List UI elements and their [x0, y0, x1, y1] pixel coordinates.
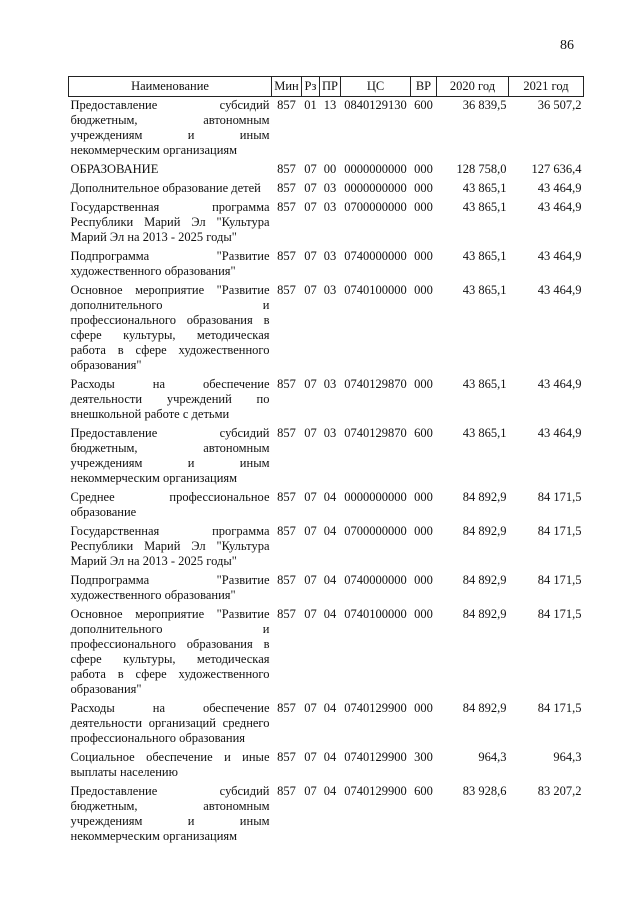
cell-min: 857	[277, 750, 296, 764]
cell-pr: 00	[323, 162, 337, 176]
table-row	[69, 282, 584, 376]
cell-cs: 0000000000	[344, 162, 407, 176]
cell-min: 857	[277, 784, 296, 798]
table-row	[69, 248, 584, 282]
cell-name: Подпрограмма "Развитие художественного образования"	[70, 573, 270, 602]
table-row	[69, 161, 584, 180]
column-header-2021: 2021 год	[509, 77, 584, 97]
cell-pr: 03	[323, 283, 337, 297]
cell-name: Основное мероприятие "Развитие дополнительного и профессионального образования в сфере культуры, методическая работа в сфере художественного образования"	[70, 607, 270, 696]
cell-name: Государственная программа Республики Марий Эл "Культура Марий Эл на 2013 - 2025 годы"	[70, 200, 270, 244]
cell-2021: 43 464,9	[537, 181, 582, 195]
cell-vr: 000	[414, 249, 433, 263]
cell-rz: 07	[304, 426, 317, 440]
cell-pr: 03	[323, 200, 337, 214]
cell-pr: 13	[323, 98, 337, 112]
cell-rz: 07	[304, 524, 317, 538]
cell-vr: 000	[414, 701, 433, 715]
cell-min: 857	[277, 98, 296, 112]
cell-cs: 0840129130	[344, 98, 407, 112]
cell-pr: 03	[323, 249, 337, 263]
cell-2021: 43 464,9	[537, 249, 582, 263]
cell-rz: 07	[304, 607, 317, 621]
cell-cs: 0740100000	[344, 283, 407, 297]
column-header-rz: Рз	[302, 77, 320, 97]
cell-2021: 43 464,9	[537, 377, 582, 391]
cell-2020: 43 865,1	[462, 283, 507, 297]
cell-min: 857	[277, 181, 296, 195]
cell-name: Предоставление субсидий бюджетным, автономным учреждениям и иным некоммерческим организациям	[70, 98, 270, 157]
cell-vr: 000	[414, 200, 433, 214]
cell-pr: 03	[323, 181, 337, 195]
table-row	[69, 425, 584, 489]
table-row	[69, 489, 584, 523]
cell-cs: 0700000000	[344, 524, 407, 538]
cell-2020: 36 839,5	[462, 98, 507, 112]
cell-name: Расходы на обеспечение деятельности организаций среднего профессионального образования	[70, 701, 270, 745]
cell-rz: 07	[304, 283, 317, 297]
cell-2021: 84 171,5	[537, 524, 582, 538]
cell-2021: 43 464,9	[537, 283, 582, 297]
table-row	[69, 783, 584, 847]
cell-2021: 84 171,5	[537, 573, 582, 587]
cell-2021: 43 464,9	[537, 426, 582, 440]
cell-min: 857	[277, 701, 296, 715]
cell-cs: 0000000000	[344, 181, 407, 195]
cell-2020: 84 892,9	[462, 573, 507, 587]
cell-cs: 0740100000	[344, 607, 407, 621]
cell-name: Предоставление субсидий бюджетным, автономным учреждениям и иным некоммерческим организациям	[70, 784, 270, 843]
cell-rz: 07	[304, 249, 317, 263]
cell-vr: 000	[414, 573, 433, 587]
cell-2021: 964,3	[553, 750, 582, 764]
cell-name: ОБРАЗОВАНИЕ	[70, 162, 159, 176]
column-header-name: Наименование	[69, 77, 272, 97]
cell-rz: 07	[304, 784, 317, 798]
cell-min: 857	[277, 283, 296, 297]
cell-vr: 600	[414, 784, 433, 798]
table-row	[69, 572, 584, 606]
cell-min: 857	[277, 490, 296, 504]
cell-2021: 83 207,2	[537, 784, 582, 798]
cell-vr: 000	[414, 524, 433, 538]
cell-vr: 600	[414, 98, 433, 112]
cell-cs: 0740129900	[344, 784, 407, 798]
cell-vr: 000	[414, 181, 433, 195]
cell-min: 857	[277, 200, 296, 214]
table-row	[69, 180, 584, 199]
cell-vr: 000	[414, 283, 433, 297]
cell-cs: 0740129870	[344, 377, 407, 391]
cell-rz: 07	[304, 162, 317, 176]
cell-2020: 84 892,9	[462, 607, 507, 621]
table-row	[69, 606, 584, 700]
cell-2021: 43 464,9	[537, 200, 582, 214]
cell-name: Среднее профессиональное образование	[70, 490, 270, 519]
cell-name: Основное мероприятие "Развитие дополнительного и профессионального образования в сфере культуры, методическая работа в сфере художественного образования"	[70, 283, 270, 372]
cell-rz: 07	[304, 490, 317, 504]
cell-rz: 07	[304, 573, 317, 587]
cell-name: Социальное обеспечение и иные выплаты населению	[70, 750, 270, 779]
table-row	[69, 97, 584, 162]
cell-pr: 03	[323, 377, 337, 391]
cell-cs: 0740129900	[344, 701, 407, 715]
cell-name: Подпрограмма "Развитие художественного образования"	[70, 249, 270, 278]
column-header-vr: ВР	[411, 77, 437, 97]
cell-cs: 0740000000	[344, 249, 407, 263]
cell-2020: 43 865,1	[462, 181, 507, 195]
table-row	[69, 523, 584, 572]
cell-2020: 84 892,9	[462, 701, 507, 715]
cell-name: Государственная программа Республики Марий Эл "Культура Марий Эл на 2013 - 2025 годы"	[70, 524, 270, 568]
cell-pr: 04	[323, 524, 337, 538]
table-header-row	[69, 77, 584, 97]
cell-rz: 01	[304, 98, 317, 112]
cell-min: 857	[277, 249, 296, 263]
column-header-pr: ПР	[320, 77, 341, 97]
cell-pr: 03	[323, 426, 337, 440]
cell-min: 857	[277, 162, 296, 176]
cell-min: 857	[277, 524, 296, 538]
cell-pr: 04	[323, 701, 337, 715]
table-row	[69, 199, 584, 248]
cell-rz: 07	[304, 750, 317, 764]
cell-vr: 000	[414, 607, 433, 621]
cell-2020: 43 865,1	[462, 377, 507, 391]
cell-rz: 07	[304, 377, 317, 391]
cell-pr: 04	[323, 573, 337, 587]
cell-pr: 04	[323, 607, 337, 621]
cell-2020: 43 865,1	[462, 249, 507, 263]
cell-2020: 43 865,1	[462, 426, 507, 440]
column-header-2020: 2020 год	[437, 77, 509, 97]
cell-cs: 0740129870	[344, 426, 407, 440]
cell-rz: 07	[304, 200, 317, 214]
cell-2021: 127 636,4	[531, 162, 582, 176]
cell-vr: 600	[414, 426, 433, 440]
cell-min: 857	[277, 377, 296, 391]
cell-cs: 0700000000	[344, 200, 407, 214]
cell-2021: 84 171,5	[537, 607, 582, 621]
cell-pr: 04	[323, 490, 337, 504]
cell-vr: 000	[414, 490, 433, 504]
cell-pr: 04	[323, 750, 337, 764]
cell-name: Дополнительное образование детей	[70, 181, 261, 195]
column-header-min: Мин	[272, 77, 302, 97]
cell-2020: 83 928,6	[462, 784, 507, 798]
cell-pr: 04	[323, 784, 337, 798]
cell-vr: 000	[414, 377, 433, 391]
column-header-cs: ЦС	[341, 77, 411, 97]
cell-min: 857	[277, 573, 296, 587]
cell-name: Расходы на обеспечение деятельности учреждений по внешкольной работе с детьми	[70, 377, 270, 421]
cell-rz: 07	[304, 181, 317, 195]
table-row	[69, 376, 584, 425]
cell-rz: 07	[304, 701, 317, 715]
table-row	[69, 749, 584, 783]
cell-2020: 84 892,9	[462, 524, 507, 538]
cell-vr: 000	[414, 162, 433, 176]
cell-2020: 84 892,9	[462, 490, 507, 504]
cell-2020: 43 865,1	[462, 200, 507, 214]
budget-table	[68, 76, 584, 847]
page-number: 86	[560, 38, 574, 53]
cell-2020: 964,3	[478, 750, 507, 764]
cell-2021: 84 171,5	[537, 490, 582, 504]
cell-vr: 300	[414, 750, 433, 764]
table-row	[69, 700, 584, 749]
cell-name: Предоставление субсидий бюджетным, автономным учреждениям и иным некоммерческим организациям	[70, 426, 270, 485]
table-body	[69, 97, 584, 848]
cell-cs: 0740129900	[344, 750, 407, 764]
cell-2021: 84 171,5	[537, 701, 582, 715]
cell-min: 857	[277, 607, 296, 621]
cell-min: 857	[277, 426, 296, 440]
cell-cs: 0740000000	[344, 573, 407, 587]
cell-cs: 0000000000	[344, 490, 407, 504]
cell-2021: 36 507,2	[537, 98, 582, 112]
cell-2020: 128 758,0	[456, 162, 507, 176]
